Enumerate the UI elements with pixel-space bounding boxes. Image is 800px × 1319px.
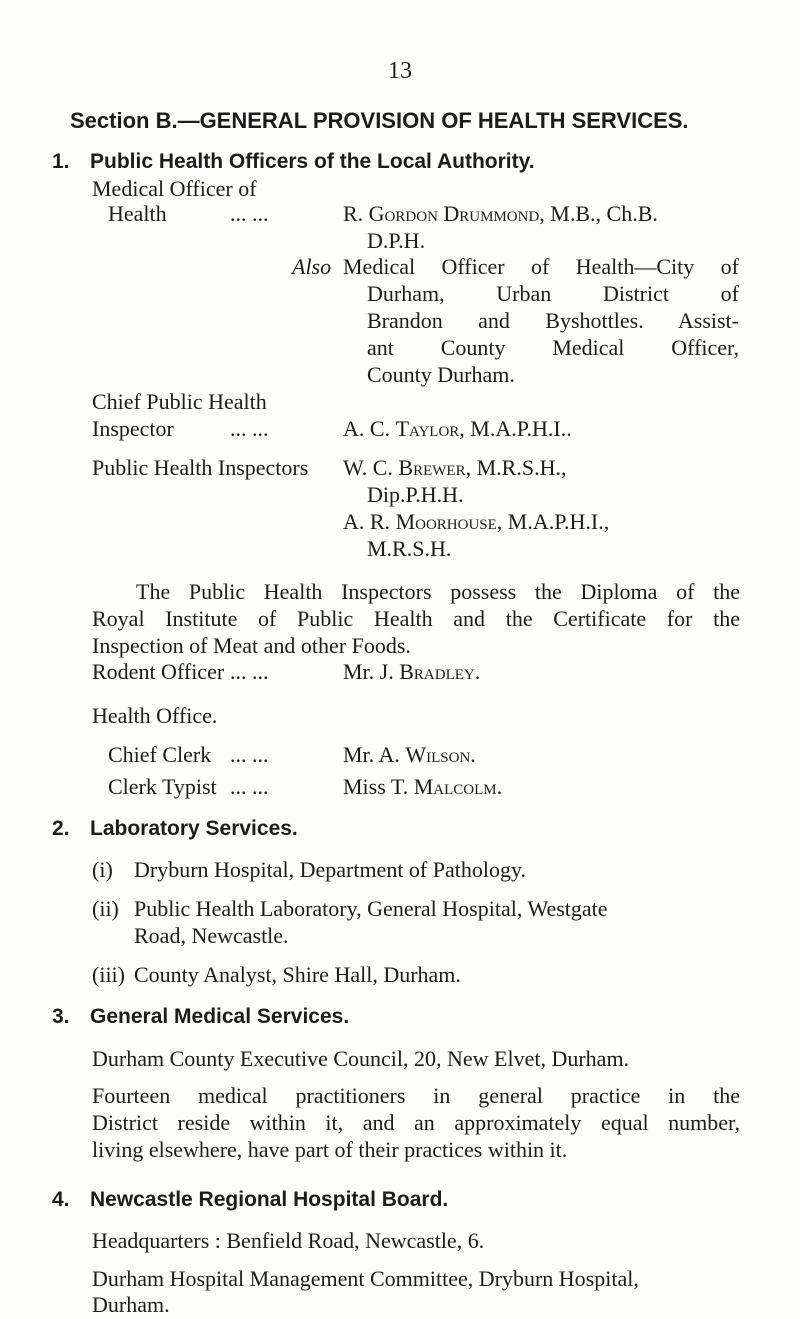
heading-number: 2. bbox=[52, 817, 70, 840]
typist-prefix: Miss T. bbox=[343, 774, 414, 799]
lab-item-text: Dryburn Hospital, Department of Pathology. bbox=[134, 857, 527, 882]
also-word: Also bbox=[292, 254, 332, 279]
rodent-prefix: Mr. J. bbox=[343, 659, 400, 684]
also-line-2: Durham, Urban District of bbox=[367, 281, 739, 306]
hospital-committee-line-2: Durham. bbox=[92, 1292, 170, 1317]
lab-item-label: (i) bbox=[92, 857, 113, 882]
cphi-quals: , M.A.P.H.I.. bbox=[459, 416, 572, 441]
moh-dots: ... ... bbox=[230, 201, 269, 226]
heading-general-medical-services bbox=[52, 1005, 752, 1029]
moh-label-2: Health bbox=[108, 201, 167, 226]
heading-public-health-officers bbox=[52, 150, 752, 174]
typist-name: Malcolm. bbox=[413, 774, 503, 799]
page-number: 13 bbox=[388, 58, 412, 84]
cphi-name: Taylor bbox=[395, 416, 460, 441]
chief-clerk-name: Wilson. bbox=[405, 742, 476, 767]
also-line-1: Medical Officer of Health—City of bbox=[343, 254, 739, 279]
diploma-line-1: The Public Health Inspectors possess the Diploma of the bbox=[136, 579, 740, 604]
phi1-quals: , M.R.S.H., bbox=[465, 455, 567, 480]
moh-quals-2: D.P.H. bbox=[367, 228, 426, 253]
chief-clerk-name-line bbox=[343, 741, 476, 768]
lab-item-label: (iii) bbox=[92, 962, 125, 987]
diploma-line-3: Inspection of Meat and other Foods. bbox=[92, 633, 411, 658]
phi-label: Public Health Inspectors bbox=[92, 455, 309, 480]
chief-clerk-prefix: Mr. A. bbox=[343, 742, 406, 767]
headquarters: Headquarters : Benfield Road, Newcastle, 6. bbox=[92, 1228, 485, 1253]
phi2-initials: A. R. bbox=[343, 509, 396, 534]
heading-number: 3. bbox=[52, 1005, 70, 1028]
practitioners-paragraph bbox=[92, 1082, 740, 1163]
heading-number: 4. bbox=[52, 1188, 70, 1211]
cphi-name-line bbox=[343, 415, 572, 442]
lab-item-label: (ii) bbox=[92, 896, 119, 921]
heading-laboratory-services bbox=[52, 817, 752, 841]
also-line-3: Brandon and Byshottles. Assist- bbox=[367, 308, 739, 333]
diploma-paragraph bbox=[92, 578, 740, 659]
moh-name: R. Gordon Drummond bbox=[343, 201, 540, 226]
phi2-name: Moorhouse bbox=[395, 509, 497, 534]
diploma-line-2: Royal Institute of Public Health and the Certificate for the bbox=[92, 606, 740, 631]
rodent-name-line bbox=[343, 658, 480, 685]
lab-item-2 bbox=[92, 895, 608, 922]
typist-label: Clerk Typist bbox=[108, 774, 217, 799]
heading-text: General Medical Services. bbox=[90, 1005, 350, 1028]
phi2-quals: , M.A.P.H.I., bbox=[496, 509, 610, 534]
lab-item-text: Public Health Laboratory, General Hospital, Westgate bbox=[134, 896, 608, 921]
hospital-committee-line-1: Durham Hospital Management Committee, Dryburn Hospital, bbox=[92, 1266, 639, 1291]
phi1-quals-2: Dip.P.H.H. bbox=[367, 482, 464, 507]
phi2-line bbox=[343, 508, 609, 535]
heading-text: Laboratory Services. bbox=[90, 817, 298, 840]
rodent-name: Bradley. bbox=[399, 659, 481, 684]
cphi-dots: ... ... bbox=[230, 416, 269, 441]
chief-clerk-label: Chief Clerk bbox=[108, 742, 212, 767]
also-line-5: County Durham. bbox=[367, 362, 515, 387]
section-title: Section B.—GENERAL PROVISION OF HEALTH SERVICES. bbox=[70, 108, 689, 133]
phi1-initials: W. C. bbox=[343, 455, 399, 480]
also-line-4: ant County Medical Officer, bbox=[367, 335, 739, 360]
lab-item-2-cont: Road, Newcastle. bbox=[134, 923, 289, 948]
heading-text: Public Health Officers of the Local Authority. bbox=[90, 150, 535, 173]
typist-dots: ... ... bbox=[230, 774, 269, 799]
phi1-name: Brewer bbox=[398, 455, 466, 480]
typist-name-line bbox=[343, 773, 502, 800]
phi2-quals-2: M.R.S.H. bbox=[367, 536, 452, 561]
cphi-initials: A. C. bbox=[343, 416, 396, 441]
heading-number: 1. bbox=[52, 150, 70, 173]
heading-text: Newcastle Regional Hospital Board. bbox=[90, 1188, 449, 1211]
rodent-label: Rodent Officer bbox=[92, 659, 225, 684]
lab-item-3 bbox=[92, 961, 461, 988]
practitioners-line-2: District reside within it, and an approximately equal number, bbox=[92, 1110, 740, 1135]
heading-regional-hospital-board bbox=[52, 1188, 752, 1212]
practitioners-line-3: living elsewhere, have part of their practices within it. bbox=[92, 1137, 568, 1162]
moh-name-line bbox=[343, 200, 658, 227]
phi1-line bbox=[343, 454, 566, 481]
practitioners-line-1: Fourteen medical practitioners in general practice in the bbox=[92, 1083, 740, 1108]
executive-council: Durham County Executive Council, 20, New Elvet, Durham. bbox=[92, 1046, 630, 1071]
moh-quals: , M.B., Ch.B. bbox=[539, 201, 658, 226]
moh-label-1: Medical Officer of bbox=[92, 176, 257, 201]
lab-item-text: County Analyst, Shire Hall, Durham. bbox=[134, 962, 461, 987]
chief-clerk-dots: ... ... bbox=[230, 742, 269, 767]
cphi-label-2: Inspector bbox=[92, 416, 174, 441]
rodent-dots: ... ... bbox=[230, 659, 269, 684]
lab-item-1 bbox=[92, 856, 526, 883]
cphi-label-1: Chief Public Health bbox=[92, 389, 267, 414]
health-office: Health Office. bbox=[92, 703, 218, 728]
